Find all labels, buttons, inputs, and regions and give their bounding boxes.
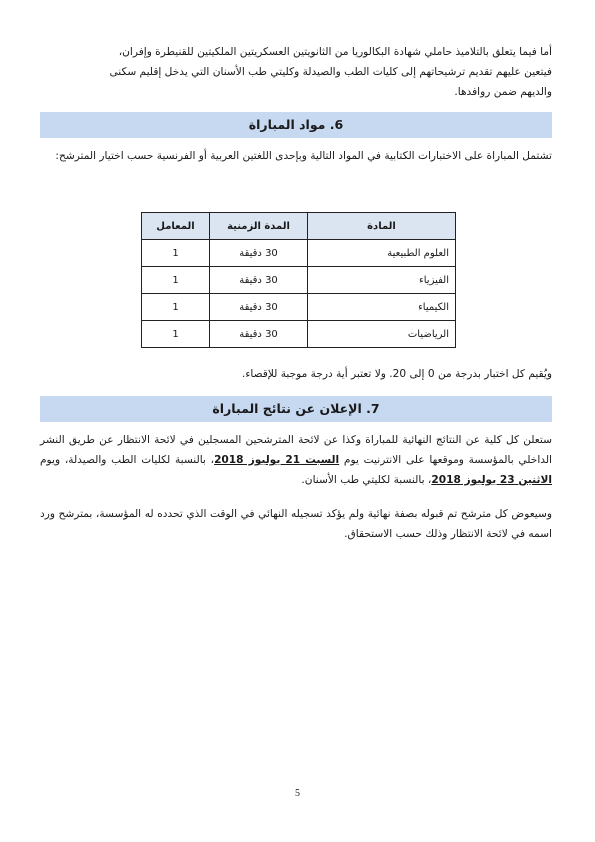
grading-note: ويُقيم كل اختبار بدرجة من 0 إلى 20. ولا تعتبر أية درجة موجبة للإقصاء. — [242, 368, 552, 380]
section-7-heading: 7. الإعلان عن نتائج المباراة — [40, 396, 552, 422]
cell-coefficient: 1 — [142, 240, 210, 267]
cell-subject: الرياضيات — [308, 321, 456, 348]
results-text-part-1: ستعلن كل كلية عن النتائج النهائية للمباراة وكذا عن لائحة المترشحين المسجلين في لائحة الانتظار عن طريق النشر الداخلي بالمؤسسة وموقعها على الانترنيت يوم — [40, 434, 552, 466]
page-number: 5 — [295, 788, 300, 799]
section-7-paragraph-2: وسيعوض كل مترشح تم قبوله بصفة نهائية ولم يؤكد تسجيله النهائي في الوقت الذي تحدده له المؤسسة، بمترشح ورد اسمه في لائحة الانتظار وذلك حسب الاستحقاق. — [40, 508, 552, 540]
table-row — [142, 267, 456, 294]
cell-coefficient: 1 — [142, 267, 210, 294]
header-coefficient: المعامل — [142, 213, 210, 240]
table-row — [142, 294, 456, 321]
cell-subject: الفيزياء — [308, 267, 456, 294]
section-7-paragraph-1 — [40, 430, 552, 490]
intro-line-2: فيتعين عليهم تقديم ترشيحاتهم إلى كليات الطب والصيدلة وكليتي طب الأسنان التي يدخل إقليم سكنى — [109, 66, 552, 78]
subjects-table — [141, 212, 456, 348]
cell-duration: 30 دقيقة — [210, 267, 308, 294]
section-6-text: تشتمل المباراة على الاختبارات الكتابية في المواد التالية وبإحدى اللغتين العربية أو الفرنسية حسب اختيار المترشح: — [55, 150, 552, 162]
cell-coefficient: 1 — [142, 294, 210, 321]
table-row — [142, 321, 456, 348]
cell-subject: العلوم الطبيعية — [308, 240, 456, 267]
section-6-heading: 6. مواد المباراة — [40, 112, 552, 138]
header-duration: المدة الزمنية — [210, 213, 308, 240]
results-text-part-3: ، بالنسبة لكليتي طب الأسنان. — [301, 474, 432, 486]
cell-duration: 30 دقيقة — [210, 294, 308, 321]
results-date-medicine: السبت 21 يوليوز 2018 — [214, 454, 340, 466]
intro-line-1: أما فيما يتعلق بالتلاميذ حاملي شهادة البكالوريا من الثانويتين العسكريتين الملكيتين للقنيطرة وإفران، — [118, 46, 552, 58]
cell-coefficient: 1 — [142, 321, 210, 348]
table-header-row — [142, 213, 456, 240]
cell-duration: 30 دقيقة — [210, 240, 308, 267]
intro-line-3: والديهم ضمن روافدها. — [454, 86, 552, 98]
header-subject: المادة — [308, 213, 456, 240]
table-row — [142, 240, 456, 267]
cell-subject: الكيمياء — [308, 294, 456, 321]
results-text-part-2: ، بالنسبة لكليات الطب والصيدلة، ويوم — [40, 454, 215, 466]
intro-paragraph — [40, 42, 552, 102]
results-date-dentistry: الاثنين 23 يوليوز 2018 — [431, 474, 552, 486]
cell-duration: 30 دقيقة — [210, 321, 308, 348]
